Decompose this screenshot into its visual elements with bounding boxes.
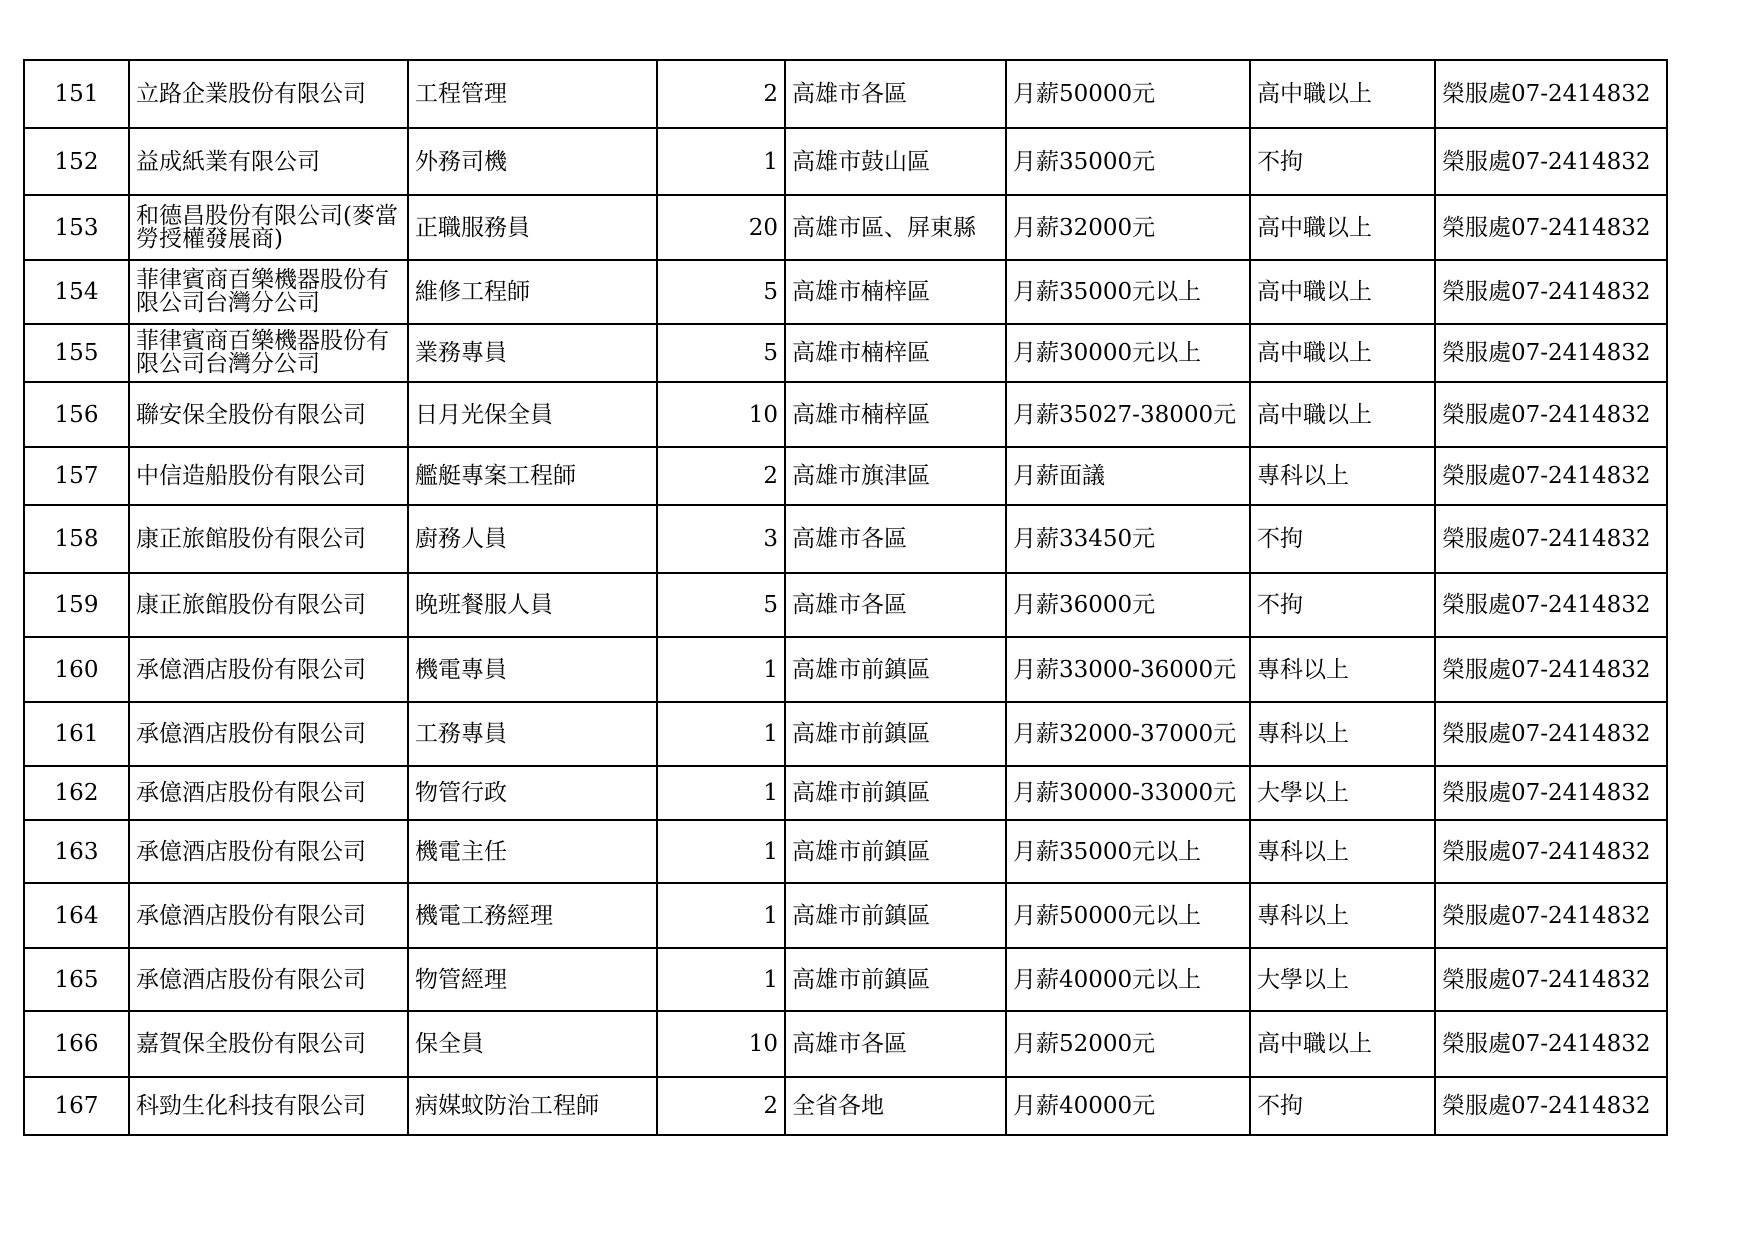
cell-number: 151 — [24, 60, 129, 128]
cell-company: 承億酒店股份有限公司 — [129, 702, 408, 766]
table-row — [24, 702, 1667, 766]
cell-contact: 榮服處07-2414832 — [1435, 505, 1667, 573]
cell-company: 和德昌股份有限公司(麥當勞授權發展商) — [129, 195, 408, 260]
cell-count: 20 — [657, 195, 785, 260]
cell-education: 專科以上 — [1250, 702, 1435, 766]
table-row — [24, 382, 1667, 447]
cell-count: 2 — [657, 447, 785, 505]
table-row — [24, 60, 1667, 128]
cell-number: 166 — [24, 1011, 129, 1077]
cell-contact: 榮服處07-2414832 — [1435, 702, 1667, 766]
cell-contact: 榮服處07-2414832 — [1435, 382, 1667, 447]
table-row — [24, 1011, 1667, 1077]
cell-count: 1 — [657, 128, 785, 195]
cell-company: 聯安保全股份有限公司 — [129, 382, 408, 447]
cell-number: 162 — [24, 766, 129, 820]
table-body — [24, 60, 1667, 1135]
cell-count: 1 — [657, 637, 785, 702]
cell-number: 153 — [24, 195, 129, 260]
cell-number: 155 — [24, 324, 129, 382]
cell-location: 高雄市前鎮區 — [785, 948, 1006, 1011]
cell-education: 專科以上 — [1250, 820, 1435, 883]
cell-education: 專科以上 — [1250, 883, 1435, 948]
cell-company: 嘉賀保全股份有限公司 — [129, 1011, 408, 1077]
cell-number: 159 — [24, 573, 129, 637]
table-row — [24, 1077, 1667, 1135]
cell-contact: 榮服處07-2414832 — [1435, 447, 1667, 505]
cell-location: 高雄市前鎮區 — [785, 637, 1006, 702]
cell-education: 不拘 — [1250, 128, 1435, 195]
cell-contact: 榮服處07-2414832 — [1435, 1011, 1667, 1077]
cell-position: 機電主任 — [408, 820, 657, 883]
cell-position: 外務司機 — [408, 128, 657, 195]
cell-count: 2 — [657, 60, 785, 128]
table-row — [24, 505, 1667, 573]
cell-education: 大學以上 — [1250, 766, 1435, 820]
cell-salary: 月薪面議 — [1006, 447, 1250, 505]
cell-company: 承億酒店股份有限公司 — [129, 883, 408, 948]
table-row — [24, 128, 1667, 195]
cell-education: 專科以上 — [1250, 637, 1435, 702]
table-row — [24, 195, 1667, 260]
cell-contact: 榮服處07-2414832 — [1435, 948, 1667, 1011]
cell-position: 維修工程師 — [408, 260, 657, 324]
cell-education: 高中職以上 — [1250, 195, 1435, 260]
cell-location: 高雄市旗津區 — [785, 447, 1006, 505]
cell-salary: 月薪35027-38000元 — [1006, 382, 1250, 447]
cell-company: 菲律賓商百樂機器股份有限公司台灣分公司 — [129, 324, 408, 382]
cell-location: 高雄市楠梓區 — [785, 260, 1006, 324]
cell-position: 物管經理 — [408, 948, 657, 1011]
cell-company: 承億酒店股份有限公司 — [129, 766, 408, 820]
cell-contact: 榮服處07-2414832 — [1435, 260, 1667, 324]
cell-count: 5 — [657, 260, 785, 324]
cell-count: 10 — [657, 382, 785, 447]
cell-position: 廚務人員 — [408, 505, 657, 573]
cell-salary: 月薪30000元以上 — [1006, 324, 1250, 382]
cell-contact: 榮服處07-2414832 — [1435, 573, 1667, 637]
cell-location: 高雄市各區 — [785, 573, 1006, 637]
cell-contact: 榮服處07-2414832 — [1435, 60, 1667, 128]
cell-position: 病媒蚊防治工程師 — [408, 1077, 657, 1135]
cell-location: 全省各地 — [785, 1077, 1006, 1135]
cell-location: 高雄市楠梓區 — [785, 324, 1006, 382]
cell-number: 165 — [24, 948, 129, 1011]
cell-location: 高雄市前鎮區 — [785, 766, 1006, 820]
cell-number: 160 — [24, 637, 129, 702]
cell-position: 工程管理 — [408, 60, 657, 128]
cell-number: 163 — [24, 820, 129, 883]
cell-count: 5 — [657, 573, 785, 637]
cell-education: 不拘 — [1250, 505, 1435, 573]
table-row — [24, 948, 1667, 1011]
cell-count: 1 — [657, 883, 785, 948]
cell-salary: 月薪50000元 — [1006, 60, 1250, 128]
cell-count: 1 — [657, 702, 785, 766]
cell-location: 高雄市鼓山區 — [785, 128, 1006, 195]
cell-company: 康正旅館股份有限公司 — [129, 573, 408, 637]
cell-contact: 榮服處07-2414832 — [1435, 324, 1667, 382]
cell-position: 正職服務員 — [408, 195, 657, 260]
cell-contact: 榮服處07-2414832 — [1435, 195, 1667, 260]
cell-position: 機電專員 — [408, 637, 657, 702]
cell-count: 5 — [657, 324, 785, 382]
cell-salary: 月薪30000-33000元 — [1006, 766, 1250, 820]
cell-education: 大學以上 — [1250, 948, 1435, 1011]
cell-education: 不拘 — [1250, 1077, 1435, 1135]
cell-number: 158 — [24, 505, 129, 573]
cell-salary: 月薪50000元以上 — [1006, 883, 1250, 948]
table-row — [24, 573, 1667, 637]
cell-number: 156 — [24, 382, 129, 447]
cell-company: 承億酒店股份有限公司 — [129, 948, 408, 1011]
cell-salary: 月薪35000元以上 — [1006, 820, 1250, 883]
cell-number: 152 — [24, 128, 129, 195]
cell-contact: 榮服處07-2414832 — [1435, 766, 1667, 820]
cell-education: 高中職以上 — [1250, 324, 1435, 382]
cell-location: 高雄市各區 — [785, 1011, 1006, 1077]
cell-number: 161 — [24, 702, 129, 766]
cell-salary: 月薪40000元 — [1006, 1077, 1250, 1135]
cell-number: 154 — [24, 260, 129, 324]
cell-position: 晚班餐服人員 — [408, 573, 657, 637]
cell-company: 科勁生化科技有限公司 — [129, 1077, 408, 1135]
table-row — [24, 883, 1667, 948]
cell-education: 不拘 — [1250, 573, 1435, 637]
cell-education: 高中職以上 — [1250, 60, 1435, 128]
cell-location: 高雄市前鎮區 — [785, 883, 1006, 948]
cell-position: 工務專員 — [408, 702, 657, 766]
cell-contact: 榮服處07-2414832 — [1435, 637, 1667, 702]
cell-salary: 月薪36000元 — [1006, 573, 1250, 637]
cell-count: 1 — [657, 766, 785, 820]
cell-count: 1 — [657, 948, 785, 1011]
cell-contact: 榮服處07-2414832 — [1435, 820, 1667, 883]
cell-education: 高中職以上 — [1250, 260, 1435, 324]
cell-position: 保全員 — [408, 1011, 657, 1077]
cell-salary: 月薪35000元 — [1006, 128, 1250, 195]
cell-salary: 月薪33000-36000元 — [1006, 637, 1250, 702]
cell-education: 專科以上 — [1250, 447, 1435, 505]
cell-education: 高中職以上 — [1250, 1011, 1435, 1077]
cell-location: 高雄市各區 — [785, 60, 1006, 128]
job-listings-table — [23, 59, 1668, 1136]
table-row — [24, 260, 1667, 324]
cell-education: 高中職以上 — [1250, 382, 1435, 447]
cell-location: 高雄市區、屏東縣 — [785, 195, 1006, 260]
cell-position: 業務專員 — [408, 324, 657, 382]
cell-location: 高雄市楠梓區 — [785, 382, 1006, 447]
cell-company: 中信造船股份有限公司 — [129, 447, 408, 505]
table-row — [24, 637, 1667, 702]
cell-salary: 月薪40000元以上 — [1006, 948, 1250, 1011]
cell-contact: 榮服處07-2414832 — [1435, 128, 1667, 195]
cell-company: 菲律賓商百樂機器股份有限公司台灣分公司 — [129, 260, 408, 324]
cell-count: 1 — [657, 820, 785, 883]
cell-count: 3 — [657, 505, 785, 573]
cell-count: 10 — [657, 1011, 785, 1077]
cell-position: 機電工務經理 — [408, 883, 657, 948]
cell-company: 立路企業股份有限公司 — [129, 60, 408, 128]
cell-company: 益成紙業有限公司 — [129, 128, 408, 195]
cell-number: 157 — [24, 447, 129, 505]
cell-salary: 月薪32000元 — [1006, 195, 1250, 260]
cell-position: 艦艇專案工程師 — [408, 447, 657, 505]
cell-location: 高雄市各區 — [785, 505, 1006, 573]
table-row — [24, 324, 1667, 382]
cell-number: 167 — [24, 1077, 129, 1135]
cell-location: 高雄市前鎮區 — [785, 820, 1006, 883]
cell-company: 承億酒店股份有限公司 — [129, 820, 408, 883]
cell-company: 承億酒店股份有限公司 — [129, 637, 408, 702]
cell-position: 日月光保全員 — [408, 382, 657, 447]
cell-contact: 榮服處07-2414832 — [1435, 883, 1667, 948]
cell-count: 2 — [657, 1077, 785, 1135]
cell-location: 高雄市前鎮區 — [785, 702, 1006, 766]
cell-number: 164 — [24, 883, 129, 948]
cell-salary: 月薪35000元以上 — [1006, 260, 1250, 324]
cell-company: 康正旅館股份有限公司 — [129, 505, 408, 573]
cell-salary: 月薪32000-37000元 — [1006, 702, 1250, 766]
cell-position: 物管行政 — [408, 766, 657, 820]
cell-contact: 榮服處07-2414832 — [1435, 1077, 1667, 1135]
table-row — [24, 820, 1667, 883]
table-row — [24, 766, 1667, 820]
table-row — [24, 447, 1667, 505]
cell-salary: 月薪33450元 — [1006, 505, 1250, 573]
cell-salary: 月薪52000元 — [1006, 1011, 1250, 1077]
